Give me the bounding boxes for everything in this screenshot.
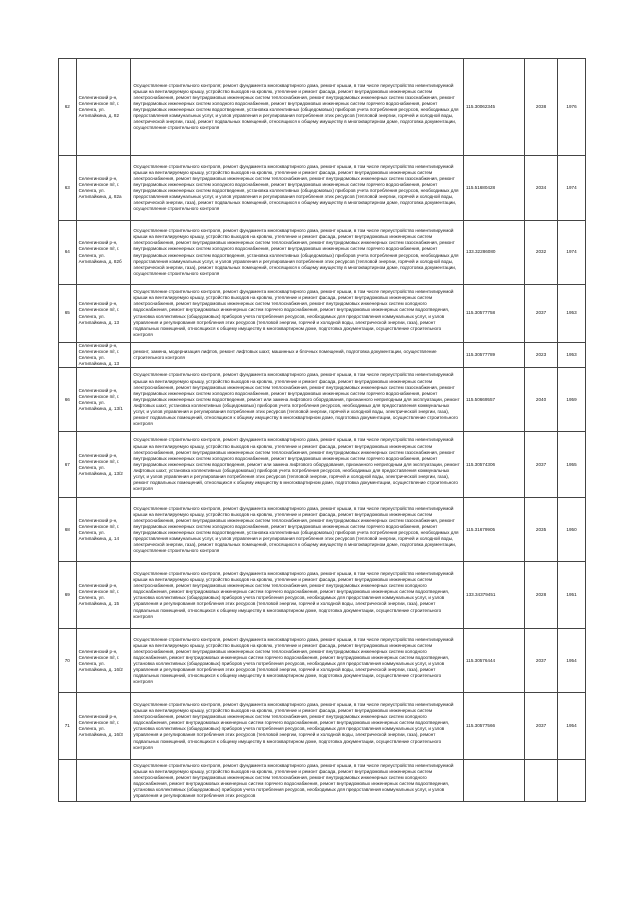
table-row <box>59 760 586 802</box>
cadastral-number-cell-text: 133.32286080 <box>466 249 496 255</box>
construction-year-cell <box>558 562 586 629</box>
works-description-cell-text: Осуществление строительного контроля, ремонт фундамента многоквартирного дома, ремонт крыши, в том числе переустройство невентилируемой крыши на вентилируемую крышу, устройство выходов на кровлю, утепление и ремонт фасада, ремонт внутридомовых инженерных систем электроснабжения, ремонт внутридомовых инженерных систем теплоснабжения, ремонт внутридомовых инженерных систем газоснабжения, ремонт внутридомовых инженерных систем холодного водоснабжения, ремонт внутридомовых инженерных систем горячего водоснабжения, ремонт внутридомовых инженерных систем водоотведения, установка коллективных (общедомовых) приборов учета потребления ресурсов, необходимых для предоставления коммунальных услуг, и узлов управления и регулирования потребления этих ресурсов (тепловой энергии, горячей и холодной воды, электрической энергии, газа), ремонт подвальных помещений, относящихся к общему имуществу в многоквартирном доме, подготовка документации, осуществление строительного контроля <box>133 228 459 276</box>
construction-year-cell-text: 1974 <box>566 249 577 255</box>
construction-year-cell <box>558 693 586 760</box>
row-number-cell-text: 66 <box>64 396 70 402</box>
table-row <box>59 498 586 562</box>
repair-year-cell <box>525 221 558 285</box>
row-number-cell-text: 71 <box>64 723 70 729</box>
works-description-cell-text: Осуществление строительного контроля, ремонт фундамента многоквартирного дома, ремонт крыши, в том числе переустройство невентилируемой крыши на вентилируемую крышу, устройство выходов на кровлю, утепление и ремонт фасада, ремонт внутридомовых инженерных систем электроснабжения, ремонт внутридомовых инженерных систем теплоснабжения, ремонт внутридомовых инженерных систем холодного водоснабжения, ремонт внутридомовых инженерных систем горячего водоснабжения, ремонт внутридомовых инженерных систем водоотведения, установка коллективных (общедомовых) приборов учета потребления ресурсов, необходимых для предоставления коммунальных услуг, и узлов управления и регулирования потребления этих ресурсов (тепловой энергии, горячей и холодной воды, электрической энергии, газа), ремонт подвальных помещений, относящихся к общему имуществу в многоквартирном доме, подготовка документации, осуществление строительного контроля <box>133 702 454 750</box>
repair-year-cell <box>525 59 558 156</box>
row-number-cell <box>59 432 77 498</box>
row-number-cell-text: 68 <box>64 526 70 532</box>
table-row <box>59 693 586 760</box>
cadastral-number-cell <box>464 693 525 760</box>
works-description-cell <box>131 285 464 343</box>
works-description-cell-text: Осуществление строительного контроля; ремонт фундамента многоквартирного дома, ремонт крыши, в том числе переустройство невентилируемой крыши на вентилируемую крышу, устройство выходов на кровлю, утепление и ремонт фасада, ремонт внутридомовых инженерных систем электроснабжения, ремонт внутридомовых инженерных систем теплоснабжения, ремонт внутридомовых инженерных систем газоснабжения, ремонт внутридомовых инженерных систем холодного водоснабжения, ремонт внутридомовых инженерных систем горячего водоснабжения, ремонт внутридомовых инженерных систем водоотведения, установка коллективных (общедомовых) приборов учета потребления ресурсов, необходимых для предоставления коммунальных услуг, и узлов управления и регулирования потребления этих ресурсов (тепловой энергии, горячей и холодной воды, электрической энергии, газа), ремонт подвальных помещений, относящихся к общему имуществу в многоквартирном доме, подготовка документации, осуществление строительного контроля <box>133 82 459 131</box>
works-description-cell-text: Осуществление строительного контроля, ремонт фундамента многоквартирного дома, ремонт крыши, в том числе переустройство невентилируемой крыши на вентилируемую крышу, устройство выходов на кровлю, утепление и ремонт фасада, ремонт внутридомовых инженерных систем электроснабжения, ремонт внутридомовых инженерных систем теплоснабжения, ремонт внутридомовых инженерных систем газоснабжения, ремонт внутридомовых инженерных систем холодного водоснабжения, ремонт внутридомовых инженерных систем горячего водоснабжения, ремонт внутридомовых инженерных систем водоотведения, ремонт или замена лифтового оборудования, признанного непригодным для эксплуатации, ремонт лифтовых шахт, установка коллективных (общедомовых) приборов учета потребления ресурсов, необходимых для предоставления коммунальных услуг, и узлов управления и регулирования потребления этих ресурсов (тепловой энергии, горячей и холодной воды, электрической энергии, газа), ремонт подвальных помещений, относящихся к общему имуществу в многоквартирном доме, подготовка документации, осуществление строительного контроля <box>133 437 460 492</box>
cadastral-number-cell <box>464 221 525 285</box>
table-row <box>59 285 586 343</box>
table-row <box>59 629 586 693</box>
row-number-cell-text: 65 <box>64 310 70 316</box>
construction-year-cell-text: 1959 <box>566 396 577 402</box>
table-row <box>59 221 586 285</box>
row-number-cell-text: 70 <box>64 657 70 663</box>
address-cell <box>76 693 131 760</box>
repair-year-cell <box>525 693 558 760</box>
repair-year-cell-text: 2037 <box>535 657 547 663</box>
cadastral-number-cell <box>464 562 525 629</box>
housing-register-table <box>58 58 586 802</box>
repair-year-cell-text: 2035 <box>535 526 547 532</box>
row-number-cell <box>59 693 77 760</box>
cadastral-number-cell-text: 115.30576444 <box>466 657 496 663</box>
repair-year-cell-text: 2037 <box>535 461 547 467</box>
cadastral-number-cell <box>464 285 525 343</box>
table-row <box>59 432 586 498</box>
table-row <box>59 562 586 629</box>
repair-year-cell-text: 2037 <box>535 310 547 316</box>
cadastral-number-cell-text: 115.30577789 <box>466 352 496 358</box>
works-description-cell <box>131 432 464 498</box>
row-number-cell-text: 64 <box>64 249 70 255</box>
construction-year-cell-text: 1953 <box>566 352 577 358</box>
repair-year-cell-text: 2038 <box>535 103 547 109</box>
works-description-cell <box>131 562 464 629</box>
cadastral-number-cell <box>464 760 525 802</box>
address-cell-text: Селенгинский р-н, Селенгинское п/г, г. Селенга, ул. Антипайкина, д. 13 <box>78 301 120 325</box>
construction-year-cell-text: 1954 <box>566 723 577 729</box>
row-number-cell <box>59 285 77 343</box>
cadastral-number-cell-text: 115.50669557 <box>466 396 496 402</box>
construction-year-cell <box>558 760 586 802</box>
works-description-cell <box>131 59 464 156</box>
address-cell-text: Селенгинский р-н, Селенгинское п/г, г. Селенга, ул. Антипайкина, д. 13/2 <box>78 452 123 476</box>
cadastral-number-cell <box>464 343 525 368</box>
construction-year-cell <box>558 368 586 432</box>
address-cell-text: Селенгинский р-н, Селенгинское п/г, г. Селенга, ул. Антипайкина, д. 16/2 <box>78 648 123 672</box>
construction-year-cell-text: 1955 <box>566 461 577 467</box>
cadastral-number-cell-text: 115.31679905 <box>466 526 496 532</box>
construction-year-cell-text: 1976 <box>566 103 577 109</box>
construction-year-cell <box>558 498 586 562</box>
table-row <box>59 343 586 368</box>
cadastral-number-cell-text: 115.30577566 <box>466 723 496 729</box>
construction-year-cell <box>558 156 586 221</box>
repair-year-cell-text: 2034 <box>535 184 547 190</box>
works-description-cell-text: Осуществление строительного контроля, ремонт фундамента многоквартирного дома, ремонт крыши, в том числе переустройство невентилируемой крыши на вентилируемую крышу, устройство выходов на кровлю, утепление и ремонт фасада, ремонт внутридомовых инженерных систем электроснабжения, ремонт внутридомовых инженерных систем теплоснабжения, ремонт внутридомовых инженерных систем газоснабжения, ремонт внутридомовых инженерных систем холодного водоснабжения, ремонт внутридомовых инженерных систем горячего водоснабжения, ремонт внутридомовых инженерных систем водоотведения, ремонт или замена лифтового оборудования, признанного непригодным для эксплуатации, ремонт лифтовых шахт, установка коллективных (общедомовых) приборов учета потребления ресурсов, необходимых для предоставления коммунальных услуг, и узлов управления и регулирования потребления этих ресурсов (тепловой энергии, горячей и холодной воды, электрической энергии, газа), ремонт подвальных помещений, относящихся к общему имуществу в многоквартирном доме, подготовка документации, осуществление строительного контроля <box>133 372 460 427</box>
cadastral-number-cell-text: 115.30062345 <box>466 103 496 109</box>
construction-year-cell-text: 1954 <box>566 657 577 663</box>
works-description-cell-text: ремонт, замена, модернизация лифтов, ремонт лифтовых шахт, машинных и блочных помещений, подготовка документации, осуществление строительного контроля <box>133 349 437 361</box>
construction-year-cell-text: 1950 <box>566 526 577 532</box>
works-description-cell <box>131 221 464 285</box>
address-cell <box>76 285 131 343</box>
row-number-cell-text: 63 <box>64 184 70 190</box>
works-description-cell-text: Осуществление строительного контроля, ремонт фундамента многоквартирного дома, ремонт крыши, в том числе переустройство невентилируемой крыши на вентилируемую крышу, устройство выходов на кровлю, утепление и ремонт фасада, ремонт внутридомовых инженерных систем электроснабжения, ремонт внутридомовых инженерных систем теплоснабжения, ремонт внутридомовых инженерных систем холодного водоснабжения, ремонт внутридомовых инженерных систем горячего водоснабжения, ремонт внутридомовых инженерных систем водоотведения, установка коллективных (общедомовых) приборов учета потребления ресурсов, необходимых для предоставления коммунальных услуг, и узлов управления и регулирования потребления этих ресурсов (тепловой энергии, горячей и холодной воды, электрической энергии, газа), ремонт подвальных помещений, относящихся к общему имуществу в многоквартирном доме, подготовка документации, осуществление строительного контроля <box>133 289 454 337</box>
construction-year-cell <box>558 59 586 156</box>
address-cell-text: Селенгинский р-н, Селенгинское п/г, г. Селенга, ул. Антипайкина, д. 13 <box>78 343 120 367</box>
repair-year-cell <box>525 343 558 368</box>
works-description-cell-text: Осуществление строительного контроля, ремонт фундамента многоквартирного дома, ремонт крыши, в том числе переустройство невентилируемой крыши на вентилируемую крышу, устройство выходов на кровлю, утепление и ремонт фасада, ремонт внутридомовых инженерных систем электроснабжения, ремонт внутридомовых инженерных систем теплоснабжения, ремонт внутридомовых инженерных систем газоснабжения, ремонт внутридомовых инженерных систем холодного водоснабжения, ремонт внутридомовых инженерных систем горячего водоснабжения, ремонт внутридомовых инженерных систем водоотведения, установка коллективных (общедомовых) приборов учета потребления ресурсов, необходимых для предоставления коммунальных услуг, и узлов управления и регулирования потребления этих ресурсов (тепловой энергии, горячей и холодной воды, электрической энергии, газа), ремонт подвальных помещений, относящихся к общему имуществу в многоквартирном доме, подготовка документации, осуществление строительного контроля <box>133 163 459 212</box>
repair-year-cell-text: 2028 <box>535 592 547 598</box>
construction-year-cell <box>558 343 586 368</box>
address-cell-text: Селенгинский р-н, Селенгинское п/г, г. Селенга, ул. Антипайкина, д. 82а <box>78 175 122 200</box>
address-cell-text: Селенгинский р-н, Селенгинское п/г, г. Селенга, ул. Антипайкина, д. 82б <box>78 240 122 264</box>
row-number-cell <box>59 629 77 693</box>
address-cell <box>76 760 131 802</box>
row-number-cell <box>59 343 77 368</box>
address-cell <box>76 156 131 221</box>
row-number-cell-text: 67 <box>64 461 70 467</box>
repair-year-cell-text: 2037 <box>535 723 547 729</box>
repair-year-cell <box>525 432 558 498</box>
cadastral-number-cell <box>464 59 525 156</box>
cadastral-number-cell <box>464 368 525 432</box>
works-description-cell <box>131 156 464 221</box>
construction-year-cell <box>558 221 586 285</box>
address-cell <box>76 221 131 285</box>
row-number-cell-text: 69 <box>64 592 70 598</box>
repair-year-cell <box>525 760 558 802</box>
works-description-cell-text: Осуществление строительного контроля, ремонт фундамента многоквартирного дома, ремонт крыши, в том числе переустройство невентилируемой крыши на вентилируемую крышу, устройство выходов на кровлю, утепление и ремонт фасада, ремонт внутридомовых инженерных систем электроснабжения, ремонт внутридомовых инженерных систем теплоснабжения, ремонт внутридомовых инженерных систем холодного водоснабжения, ремонт внутридомовых инженерных систем горячего водоснабжения, ремонт внутридомовых инженерных систем водоотведения, установка коллективных (общедомовых) приборов учета потребления ресурсов, необходимых для предоставления коммунальных услуг, и узлов управления и регулирования потребления этих ресурсов (тепловой энергии, горячей и холодной воды, электрической энергии, газа), ремонт подвальных помещений, относящихся к общему имуществу в многоквартирном доме, подготовка документации, осуществление строительного контроля <box>133 636 454 685</box>
address-cell <box>76 368 131 432</box>
cadastral-number-cell-text: 115.30577758 <box>466 310 496 316</box>
address-cell-text: Селенгинский р-н, Селенгинское п/г, г. Селенга, ул. Антипайкина, д. 82 <box>78 94 120 119</box>
repair-year-cell <box>525 498 558 562</box>
cadastral-number-cell <box>464 156 525 221</box>
address-cell-text: Селенгинский р-н, Селенгинское п/г, г. Селенга, ул. Антипайкина, д. 15 <box>78 583 120 607</box>
cadastral-number-cell <box>464 629 525 693</box>
construction-year-cell <box>558 285 586 343</box>
row-number-cell <box>59 760 77 802</box>
cadastral-number-cell-text: 115.30574306 <box>466 461 496 467</box>
cadastral-number-cell-text: 115.51680428 <box>466 184 496 190</box>
repair-year-cell-text: 2032 <box>535 249 547 255</box>
row-number-cell <box>59 221 77 285</box>
works-description-cell-text: Осуществление строительного контроля, ремонт фундамента многоквартирного дома, ремонт крыши, в том числе переустройство невентилируемой крыши на вентилируемую крышу, устройство выходов на кровлю, утепление и ремонт фасада, ремонт внутридомовых инженерных систем электроснабжения, ремонт внутридомовых инженерных систем теплоснабжения, ремонт внутридомовых инженерных систем холодного водоснабжения, ремонт внутридомовых инженерных систем горячего водоснабжения, ремонт внутридомовых инженерных систем водоотведения, установка коллективных (общедомовых) приборов учета потребления ресурсов, необходимых для предоставления коммунальных услуг, и узлов управления и регулирования потребления этих ресурсов (тепловой энергии, горячей и холодной воды, электрической энергии, газа), ремонт подвальных помещений, относящихся к общему имуществу в многоквартирном доме, подготовка документации, осуществление строительного контроля <box>133 571 454 619</box>
construction-year-cell-text: 1974 <box>566 184 577 190</box>
construction-year-cell <box>558 432 586 498</box>
cadastral-number-cell-text: 133.34379451 <box>466 592 496 598</box>
works-description-cell <box>131 343 464 368</box>
cadastral-number-cell <box>464 432 525 498</box>
row-number-cell <box>59 562 77 629</box>
address-cell <box>76 562 131 629</box>
table-row <box>59 59 586 156</box>
row-number-cell <box>59 368 77 432</box>
works-description-cell <box>131 368 464 432</box>
cadastral-number-cell <box>464 498 525 562</box>
address-cell <box>76 59 131 156</box>
address-cell <box>76 432 131 498</box>
row-number-cell <box>59 59 77 156</box>
works-description-cell <box>131 760 464 802</box>
repair-year-cell <box>525 562 558 629</box>
address-cell-text: Селенгинский р-н, Селенгинское п/г, г. Селенга, ул. Антипайкина, д. 16/3 <box>78 714 123 738</box>
table-row <box>59 368 586 432</box>
repair-year-cell <box>525 629 558 693</box>
works-description-cell <box>131 629 464 693</box>
repair-year-cell <box>525 368 558 432</box>
construction-year-cell-text: 1951 <box>566 592 577 598</box>
address-cell-text: Селенгинский р-н, Селенгинское п/г, г. Селенга, ул. Антипайкина, д. 13/1 <box>78 387 123 411</box>
works-description-cell-text: Осуществление строительного контроля, ремонт фундамента многоквартирного дома, ремонт крыши, в том числе переустройство невентилируемой крыши на вентилируемую крышу, устройство выходов на кровлю, утепление и ремонт фасада, ремонт внутридомовых инженерных систем электроснабжения, ремонт внутридомовых инженерных систем теплоснабжения, ремонт внутридомовых инженерных систем холодного водоснабжения, ремонт внутридомовых инженерных систем горячего водоснабжения, ремонт внутридомовых инженерных систем водоотведения, установка коллективных (общедомовых) приборов учета потребления ресурсов, необходимых для предоставления коммунальных услуг, и узлов управления и регулирования потребления этих ресурсов <box>133 762 454 799</box>
works-description-cell-text: Осуществление строительного контроля, ремонт фундамента многоквартирного дома, ремонт крыши, в том числе переустройство невентилируемой крыши на вентилируемую крышу, устройство выходов на кровлю, утепление и ремонт фасада, ремонт внутридомовых инженерных систем электроснабжения, ремонт внутридомовых инженерных систем теплоснабжения, ремонт внутридомовых инженерных систем газоснабжения, ремонт внутридомовых инженерных систем холодного водоснабжения, ремонт внутридомовых инженерных систем горячего водоснабжения, ремонт внутридомовых инженерных систем водоотведения, установка коллективных (общедомовых) приборов учета потребления ресурсов, необходимых для предоставления коммунальных услуг, и узлов управления и регулирования потребления этих ресурсов (тепловой энергии, горячей и холодной воды, электрической энергии, газа), ремонт подвальных помещений, относящихся к общему имуществу в многоквартирном доме, подготовка документации, осуществление строительного контроля <box>133 505 459 554</box>
repair-year-cell <box>525 156 558 221</box>
construction-year-cell <box>558 629 586 693</box>
repair-year-cell <box>525 285 558 343</box>
repair-year-cell-text: 2040 <box>535 396 547 402</box>
row-number-cell <box>59 156 77 221</box>
row-number-cell <box>59 498 77 562</box>
address-cell <box>76 498 131 562</box>
row-number-cell-text: 62 <box>64 103 70 109</box>
construction-year-cell-text: 1953 <box>566 310 577 316</box>
table-body <box>59 59 586 802</box>
repair-year-cell-text: 2023 <box>535 352 547 358</box>
address-cell <box>76 629 131 693</box>
works-description-cell <box>131 498 464 562</box>
table-row <box>59 156 586 221</box>
address-cell-text: Селенгинский р-н, Селенгинское п/г, г. Селенга, ул. Антипайкина, д. 14 <box>78 517 120 541</box>
works-description-cell <box>131 693 464 760</box>
address-cell <box>76 343 131 368</box>
